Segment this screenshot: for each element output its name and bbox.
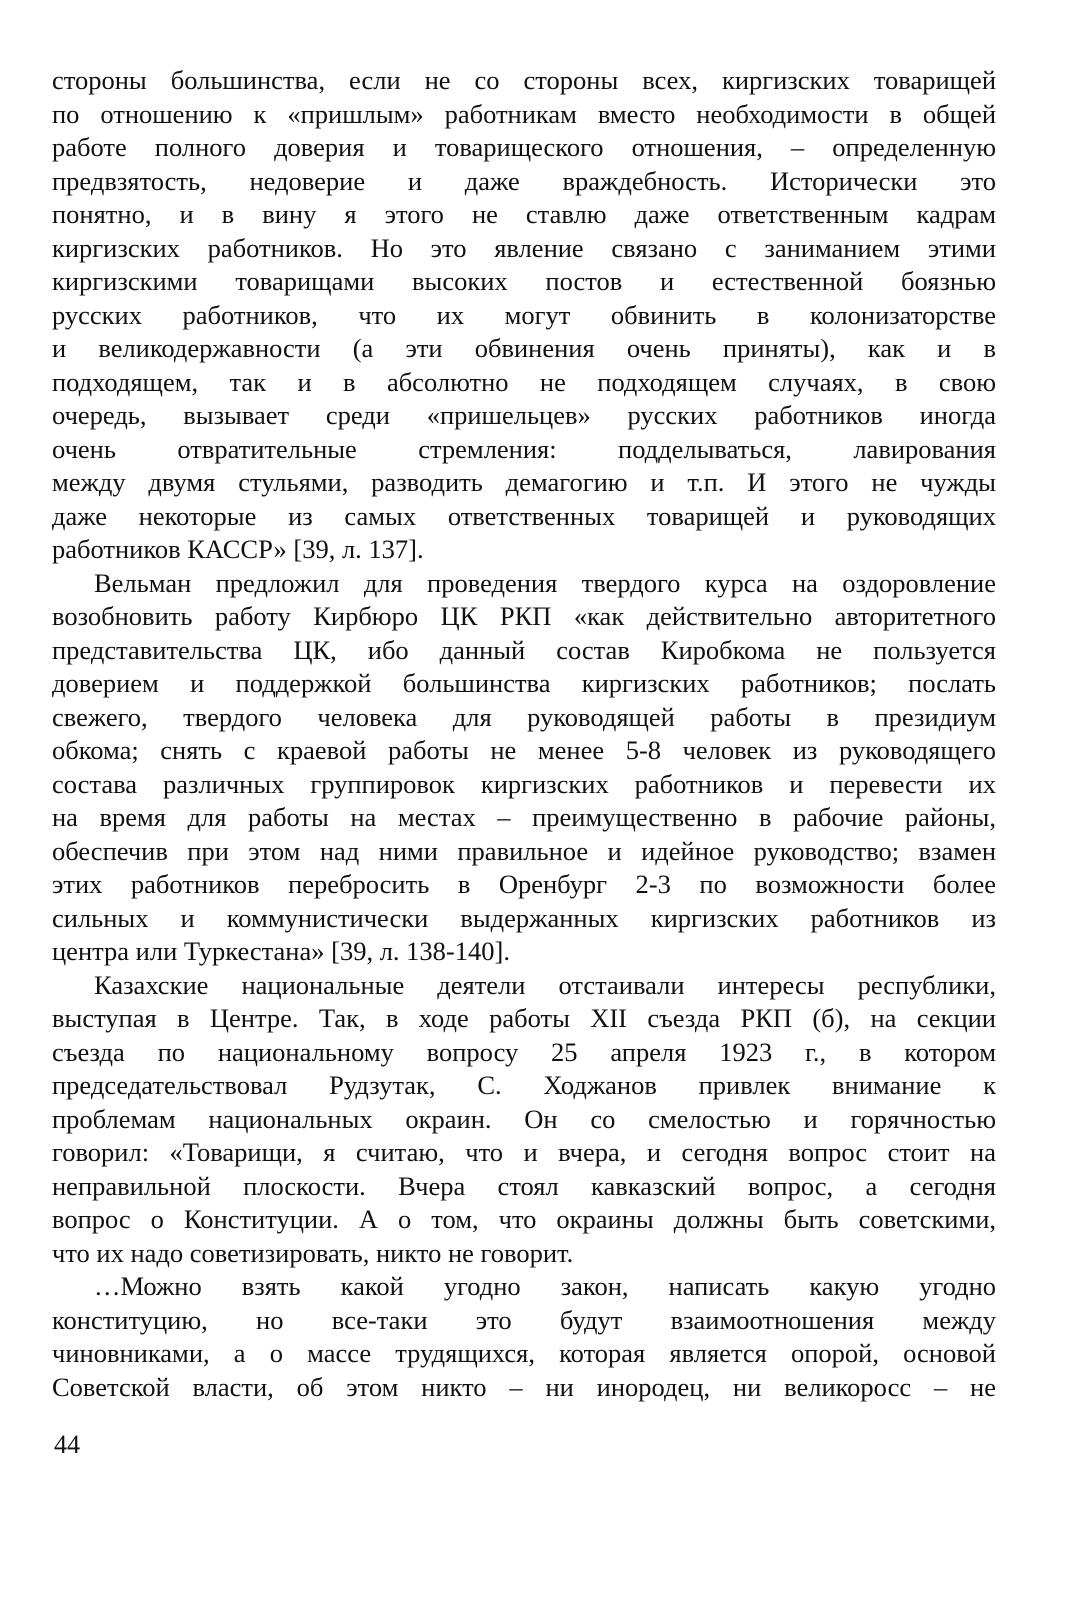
- paragraph: [52, 64, 996, 567]
- text-line: председательствовал Рудзутак, С. Ходжанов привлек внимание к: [52, 1070, 996, 1100]
- text-line: этих работников перебросить в Оренбург 2-3 по возможности более: [52, 869, 996, 899]
- text-line: русских работников, что их могут обвинить в колонизаторстве: [52, 299, 996, 330]
- page-number: 44: [54, 1430, 80, 1459]
- text-line: киргизскими товарищами высоких постов и естественной боязнью: [52, 266, 996, 296]
- text-line: …Можно взять какой угодно закон, написать какую угодно: [94, 1271, 996, 1301]
- text-line: возобновить работу Кирбюро ЦК РКП «как действительно авторитетного: [52, 601, 996, 631]
- text-line: чиновниками, а о массе трудящихся, которая является опорой, основой: [52, 1338, 996, 1368]
- text-line: вопрос о Конституции. А о том, что окраины должны быть советскими,: [52, 1204, 996, 1234]
- text-line: понятно, и в вину я этого не ставлю даже ответственным кадрам: [52, 199, 996, 229]
- text-line: и великодержавности (а эти обвинения очень приняты), как и в: [52, 333, 996, 363]
- text-line: очередь, вызывает среди «пришельцев» русских работников иногда: [52, 400, 996, 430]
- text-line: что их надо советизировать, никто не говорит.: [52, 1237, 574, 1268]
- text-line: неправильной плоскости. Вчера стоял кавказский вопрос, а сегодня: [52, 1170, 996, 1201]
- text-line: доверием и поддержкой большинства киргизских работников; послать: [52, 668, 996, 698]
- paragraph: [52, 567, 996, 969]
- text-line: очень отвратительные стремления: подделываться, лавирования: [52, 433, 996, 464]
- text-line: обкома; снять с краевой работы не менее 5-8 человек из руководящего: [52, 735, 996, 765]
- text-line: съезда по национальному вопросу 25 апреля 1923 г., в котором: [52, 1036, 996, 1067]
- text-line: стороны большинства, если не со стороны всех, киргизских товарищей: [52, 65, 996, 95]
- text-line: Казахские национальные деятели отстаивали интересы республики,: [94, 969, 996, 1000]
- text-line: Вельман предложил для проведения твердого курса на оздоровление: [94, 567, 996, 598]
- text-line: обеспечив при этом над ними правильное и идейное руководство; взамен: [52, 835, 996, 866]
- text-line: работников КАССР» [39, л. 137].: [52, 534, 424, 564]
- paragraph: [52, 969, 996, 1271]
- text-line: выступая в Центре. Так, в ходе работы XII съезда РКП (б), на секции: [52, 1003, 996, 1033]
- text-line: работе полного доверия и товарищеского отношения, – определенную: [52, 132, 996, 162]
- text-line: представительства ЦК, ибо данный состав Киробкома не пользуется: [52, 634, 996, 665]
- text-line: на время для работы на местах – преимущественно в рабочие районы,: [52, 802, 996, 832]
- text-line: говорил: «Товарищи, я считаю, что и вчера, и сегодня вопрос стоит на: [52, 1137, 996, 1167]
- text-line: свежего, твердого человека для руководящей работы в президиум: [52, 701, 996, 732]
- paragraph: [52, 1270, 996, 1404]
- text-line: состава различных группировок киргизских работников и перевести их: [52, 768, 996, 799]
- page-body: [52, 64, 996, 1404]
- text-line: сильных и коммунистически выдержанных киргизских работников из: [52, 902, 996, 933]
- text-line: предвзятость, недоверие и даже враждебность. Исторически это: [52, 165, 996, 196]
- text-line: между двумя стульями, разводить демагогию и т.п. И этого не чужды: [52, 467, 996, 497]
- text-line: центра или Туркестана» [39, л. 138-140].: [52, 936, 510, 966]
- text-line: подходящем, так и в абсолютно не подходящем случаях, в свою: [52, 366, 996, 397]
- text-line: конституцию, но все-таки это будут взаимоотношения между: [52, 1304, 996, 1335]
- text-line: по отношению к «пришлым» работникам вместо необходимости в общей: [52, 98, 996, 129]
- text-line: проблемам национальных окраин. Он со смелостью и горячностью: [52, 1103, 996, 1134]
- text-line: киргизских работников. Но это явление связано с заниманием этими: [52, 232, 996, 263]
- text-line: Советской власти, об этом никто – ни инородец, ни великоросс – не: [52, 1371, 996, 1402]
- text-line: даже некоторые из самых ответственных товарищей и руководящих: [52, 500, 996, 531]
